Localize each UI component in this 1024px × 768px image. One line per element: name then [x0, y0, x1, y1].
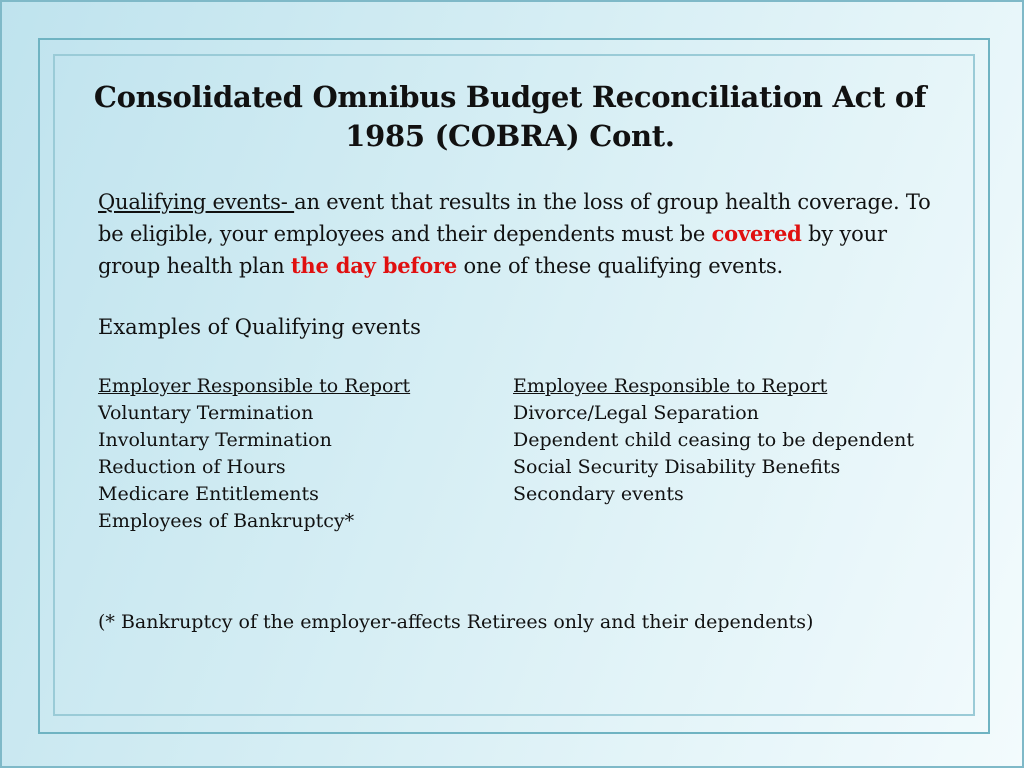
employee-column	[513, 373, 953, 508]
employee-column-heading: Employee Responsible to Report	[513, 375, 828, 397]
highlight-covered: covered	[711, 221, 802, 246]
employee-list-item: Secondary events	[513, 483, 684, 505]
footnote: (* Bankruptcy of the employer-affects Retirees only and their dependents)	[98, 611, 814, 633]
employer-column	[98, 373, 508, 535]
definition-text-3: one of these qualifying events.	[457, 254, 784, 278]
definition-term: Qualifying events-	[98, 190, 295, 214]
employer-column-heading: Employer Responsible to Report	[98, 375, 411, 397]
employee-list-item: Social Security Disability Benefits	[513, 456, 841, 478]
employee-list-item: Dependent child ceasing to be dependent	[513, 429, 915, 451]
slide-title: Consolidated Omnibus Budget Reconciliation Act of 1985 (COBRA) Cont.	[93, 80, 927, 153]
employer-list-item: Reduction of Hours	[98, 456, 286, 478]
definition-text-2: by your group health plan	[98, 222, 887, 278]
slide-content	[93, 78, 948, 633]
employee-list-item: Divorce/Legal Separation	[513, 402, 759, 424]
examples-heading: Examples of Qualifying events	[98, 315, 421, 339]
employer-list-item: Voluntary Termination	[98, 402, 314, 424]
employer-list-item: Involuntary Termination	[98, 429, 332, 451]
employer-list-item: Medicare Entitlements	[98, 483, 319, 505]
employer-list-item: Employees of Bankruptcy*	[98, 510, 355, 532]
definition-paragraph	[98, 187, 948, 282]
definition-text-1: an event that results in the loss of group health coverage. To be eligible, your employees and their dependents must be	[98, 190, 931, 246]
highlight-day-before: the day before	[290, 253, 458, 278]
